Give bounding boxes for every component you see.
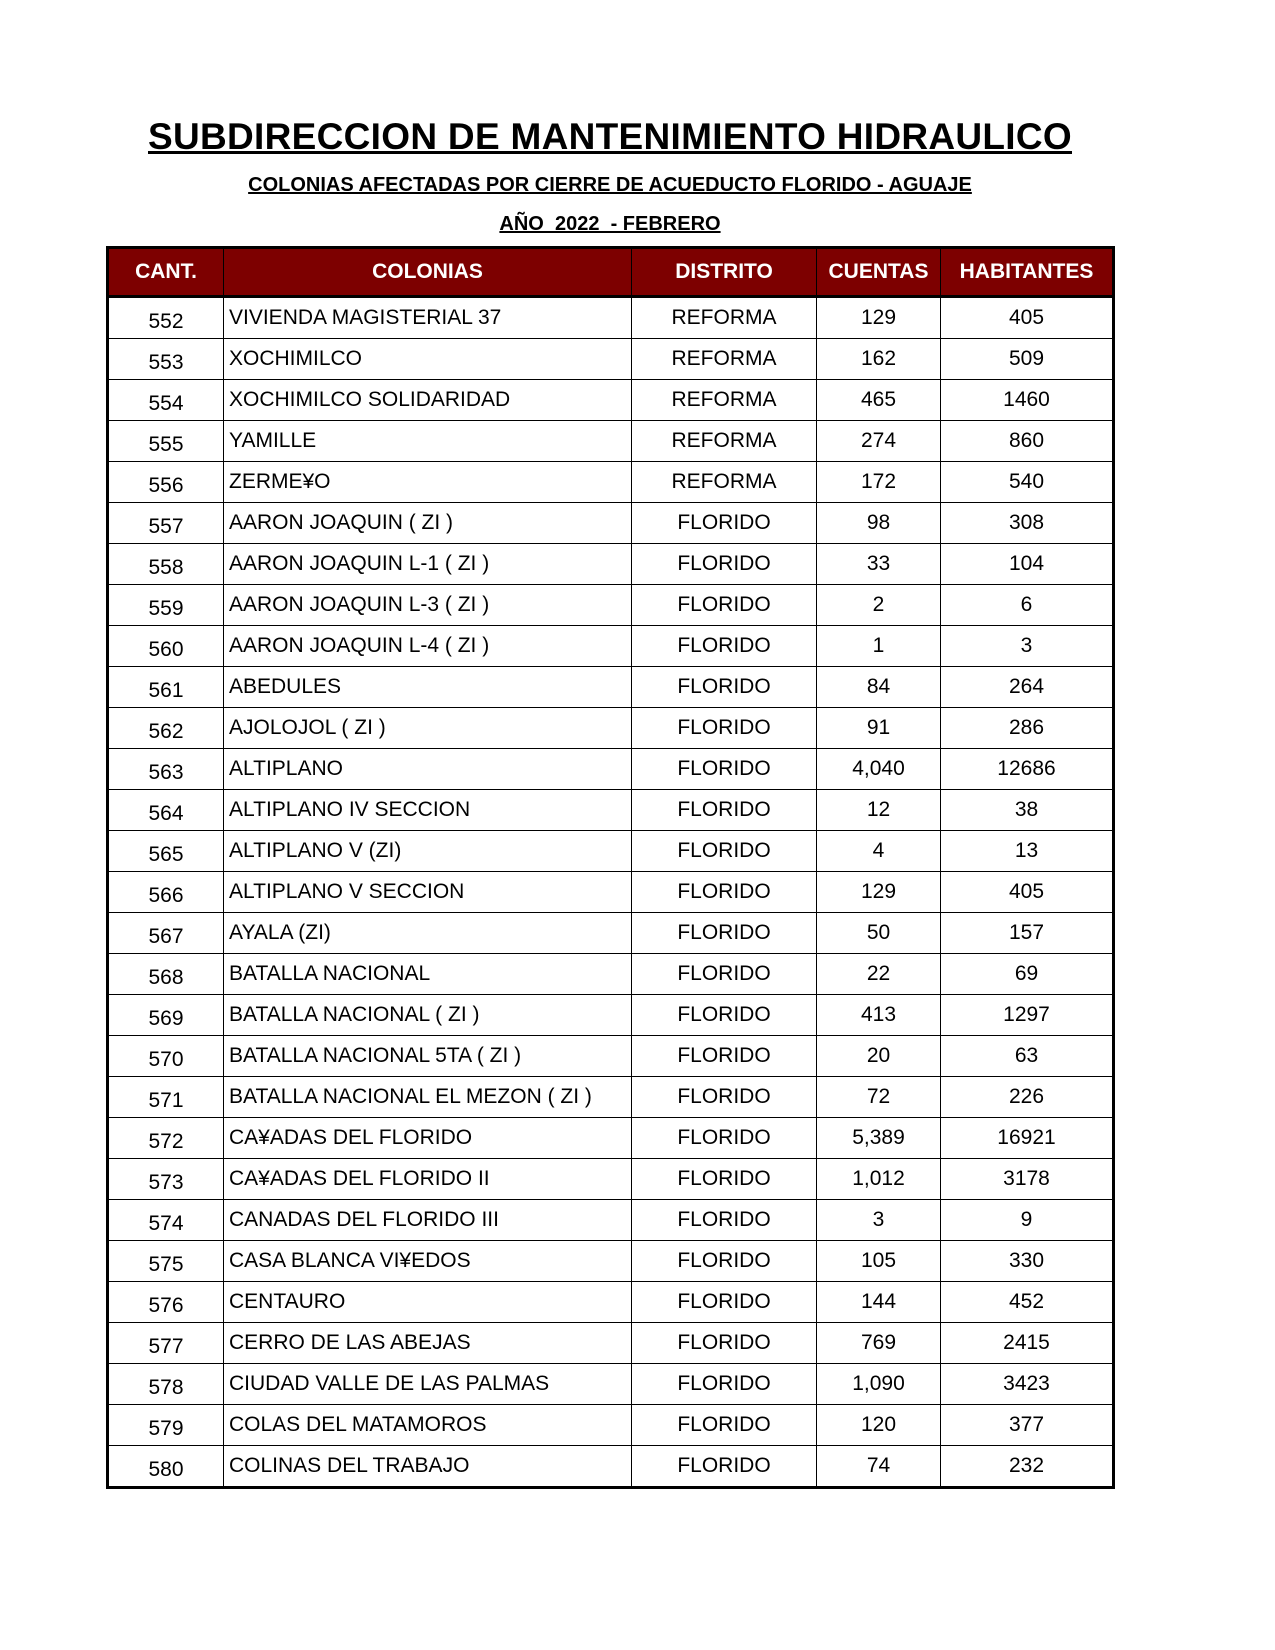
cell-cant: 565: [108, 831, 224, 872]
cell-habitantes: 3: [941, 626, 1114, 667]
cell-cuentas: 98: [817, 503, 941, 544]
cell-distrito: FLORIDO: [632, 1364, 817, 1405]
cell-distrito: FLORIDO: [632, 749, 817, 790]
cell-cant: 554: [108, 380, 224, 421]
header-cuentas: CUENTAS: [817, 248, 941, 297]
cell-habitantes: 226: [941, 1077, 1114, 1118]
cell-cuentas: 91: [817, 708, 941, 749]
cell-cuentas: 162: [817, 339, 941, 380]
cell-colonia: CA¥ADAS DEL FLORIDO II: [224, 1159, 632, 1200]
cell-habitantes: 232: [941, 1446, 1114, 1488]
table-row: [108, 421, 1114, 462]
cell-colonia: ZERME¥O: [224, 462, 632, 503]
table-row: [108, 1077, 1114, 1118]
cell-distrito: FLORIDO: [632, 1323, 817, 1364]
table-row: [108, 1364, 1114, 1405]
cell-habitantes: 12686: [941, 749, 1114, 790]
table-row: [108, 626, 1114, 667]
cell-cuentas: 5,389: [817, 1118, 941, 1159]
cell-distrito: FLORIDO: [632, 995, 817, 1036]
cell-distrito: FLORIDO: [632, 585, 817, 626]
cell-distrito: FLORIDO: [632, 913, 817, 954]
cell-distrito: FLORIDO: [632, 1036, 817, 1077]
cell-cuentas: 172: [817, 462, 941, 503]
cell-colonia: AARON JOAQUIN ( ZI ): [224, 503, 632, 544]
cell-colonia: CA¥ADAS DEL FLORIDO: [224, 1118, 632, 1159]
table-row: [108, 913, 1114, 954]
cell-colonia: ALTIPLANO IV SECCION: [224, 790, 632, 831]
cell-habitantes: 1460: [941, 380, 1114, 421]
cell-cant: 564: [108, 790, 224, 831]
cell-cant: 557: [108, 503, 224, 544]
cell-distrito: FLORIDO: [632, 1446, 817, 1488]
cell-cant: 562: [108, 708, 224, 749]
cell-distrito: FLORIDO: [632, 954, 817, 995]
cell-colonia: AARON JOAQUIN L-1 ( ZI ): [224, 544, 632, 585]
table-row: [108, 1323, 1114, 1364]
cell-habitantes: 264: [941, 667, 1114, 708]
cell-cuentas: 105: [817, 1241, 941, 1282]
cell-cuentas: 12: [817, 790, 941, 831]
page-subtitle: COLONIAS AFECTADAS POR CIERRE DE ACUEDUCTO FLORIDO - AGUAJE: [248, 174, 972, 196]
cell-habitantes: 405: [941, 297, 1114, 339]
cell-cant: 573: [108, 1159, 224, 1200]
page-title: SUBDIRECCION DE MANTENIMIENTO HIDRAULICO: [148, 116, 1072, 157]
cell-distrito: FLORIDO: [632, 708, 817, 749]
table-row: [108, 995, 1114, 1036]
cell-cuentas: 2: [817, 585, 941, 626]
table-row: [108, 1159, 1114, 1200]
cell-cant: 563: [108, 749, 224, 790]
cell-distrito: FLORIDO: [632, 831, 817, 872]
cell-distrito: REFORMA: [632, 297, 817, 339]
cell-habitantes: 377: [941, 1405, 1114, 1446]
cell-colonia: CERRO DE LAS ABEJAS: [224, 1323, 632, 1364]
cell-cuentas: 1,012: [817, 1159, 941, 1200]
table-row: [108, 462, 1114, 503]
cell-cant: 556: [108, 462, 224, 503]
cell-colonia: AARON JOAQUIN L-3 ( ZI ): [224, 585, 632, 626]
table-row: [108, 1200, 1114, 1241]
table-row: [108, 339, 1114, 380]
cell-cant: 577: [108, 1323, 224, 1364]
cell-cant: 558: [108, 544, 224, 585]
cell-colonia: YAMILLE: [224, 421, 632, 462]
table-row: [108, 1036, 1114, 1077]
cell-cuentas: 1: [817, 626, 941, 667]
cell-colonia: COLINAS DEL TRABAJO: [224, 1446, 632, 1488]
cell-distrito: FLORIDO: [632, 790, 817, 831]
cell-colonia: BATALLA NACIONAL 5TA ( ZI ): [224, 1036, 632, 1077]
table-body: [108, 297, 1114, 1488]
cell-colonia: ALTIPLANO V SECCION: [224, 872, 632, 913]
cell-distrito: FLORIDO: [632, 1077, 817, 1118]
cell-colonia: ALTIPLANO: [224, 749, 632, 790]
table-row: [108, 790, 1114, 831]
cell-colonia: XOCHIMILCO SOLIDARIDAD: [224, 380, 632, 421]
cell-habitantes: 509: [941, 339, 1114, 380]
cell-cuentas: 22: [817, 954, 941, 995]
header-habitantes: HABITANTES: [941, 248, 1114, 297]
cell-cuentas: 74: [817, 1446, 941, 1488]
cell-cuentas: 33: [817, 544, 941, 585]
table-row: [108, 708, 1114, 749]
cell-distrito: FLORIDO: [632, 1405, 817, 1446]
cell-cuentas: 84: [817, 667, 941, 708]
cell-colonia: VIVIENDA MAGISTERIAL 37: [224, 297, 632, 339]
cell-cuentas: 72: [817, 1077, 941, 1118]
table-row: [108, 585, 1114, 626]
cell-colonia: ABEDULES: [224, 667, 632, 708]
cell-distrito: FLORIDO: [632, 667, 817, 708]
cell-colonia: COLAS DEL MATAMOROS: [224, 1405, 632, 1446]
cell-cuentas: 4,040: [817, 749, 941, 790]
cell-cant: 561: [108, 667, 224, 708]
table-row: [108, 1405, 1114, 1446]
cell-distrito: FLORIDO: [632, 1159, 817, 1200]
table-row: [108, 872, 1114, 913]
cell-cuentas: 129: [817, 297, 941, 339]
cell-cant: 579: [108, 1405, 224, 1446]
cell-distrito: REFORMA: [632, 339, 817, 380]
cell-colonia: BATALLA NACIONAL: [224, 954, 632, 995]
cell-cant: 574: [108, 1200, 224, 1241]
table-row: [108, 749, 1114, 790]
cell-distrito: REFORMA: [632, 462, 817, 503]
cell-cuentas: 144: [817, 1282, 941, 1323]
cell-cant: 570: [108, 1036, 224, 1077]
cell-habitantes: 9: [941, 1200, 1114, 1241]
cell-cant: 555: [108, 421, 224, 462]
header-cant: CANT.: [108, 248, 224, 297]
cell-cuentas: 274: [817, 421, 941, 462]
cell-colonia: BATALLA NACIONAL EL MEZON ( ZI ): [224, 1077, 632, 1118]
cell-cant: 571: [108, 1077, 224, 1118]
cell-cuentas: 50: [817, 913, 941, 954]
cell-habitantes: 2415: [941, 1323, 1114, 1364]
cell-habitantes: 38: [941, 790, 1114, 831]
cell-cuentas: 465: [817, 380, 941, 421]
cell-cant: 567: [108, 913, 224, 954]
cell-cuentas: 4: [817, 831, 941, 872]
cell-distrito: FLORIDO: [632, 1241, 817, 1282]
table-row: [108, 831, 1114, 872]
cell-cuentas: 120: [817, 1405, 941, 1446]
cell-cant: 569: [108, 995, 224, 1036]
cell-distrito: FLORIDO: [632, 626, 817, 667]
table-header-row: [108, 248, 1114, 297]
cell-colonia: AYALA (ZI): [224, 913, 632, 954]
header-colonias: COLONIAS: [224, 248, 632, 297]
cell-habitantes: 286: [941, 708, 1114, 749]
cell-habitantes: 69: [941, 954, 1114, 995]
cell-cant: 580: [108, 1446, 224, 1488]
cell-cuentas: 3: [817, 1200, 941, 1241]
table-row: [108, 503, 1114, 544]
cell-habitantes: 16921: [941, 1118, 1114, 1159]
cell-cuentas: 769: [817, 1323, 941, 1364]
cell-colonia: XOCHIMILCO: [224, 339, 632, 380]
cell-habitantes: 157: [941, 913, 1114, 954]
cell-colonia: AJOLOJOL ( ZI ): [224, 708, 632, 749]
cell-habitantes: 63: [941, 1036, 1114, 1077]
cell-habitantes: 452: [941, 1282, 1114, 1323]
cell-distrito: FLORIDO: [632, 1200, 817, 1241]
cell-habitantes: 13: [941, 831, 1114, 872]
cell-distrito: FLORIDO: [632, 872, 817, 913]
cell-habitantes: 1297: [941, 995, 1114, 1036]
cell-cant: 553: [108, 339, 224, 380]
cell-cant: 572: [108, 1118, 224, 1159]
cell-cuentas: 129: [817, 872, 941, 913]
table-row: [108, 667, 1114, 708]
cell-habitantes: 330: [941, 1241, 1114, 1282]
cell-cant: 559: [108, 585, 224, 626]
cell-habitantes: 3423: [941, 1364, 1114, 1405]
cell-distrito: REFORMA: [632, 380, 817, 421]
header-distrito: DISTRITO: [632, 248, 817, 297]
cell-cuentas: 1,090: [817, 1364, 941, 1405]
cell-cant: 552: [108, 297, 224, 339]
cell-cant: 566: [108, 872, 224, 913]
table-row: [108, 954, 1114, 995]
cell-distrito: FLORIDO: [632, 544, 817, 585]
table-row: [108, 1282, 1114, 1323]
cell-distrito: FLORIDO: [632, 1282, 817, 1323]
table-row: [108, 297, 1114, 339]
cell-cant: 575: [108, 1241, 224, 1282]
cell-habitantes: 405: [941, 872, 1114, 913]
cell-habitantes: 308: [941, 503, 1114, 544]
cell-habitantes: 6: [941, 585, 1114, 626]
table-row: [108, 1118, 1114, 1159]
table-row: [108, 380, 1114, 421]
cell-distrito: REFORMA: [632, 421, 817, 462]
cell-colonia: CIUDAD VALLE DE LAS PALMAS: [224, 1364, 632, 1405]
cell-colonia: CASA BLANCA VI¥EDOS: [224, 1241, 632, 1282]
cell-colonia: AARON JOAQUIN L-4 ( ZI ): [224, 626, 632, 667]
cell-habitantes: 860: [941, 421, 1114, 462]
cell-colonia: CENTAURO: [224, 1282, 632, 1323]
cell-cant: 578: [108, 1364, 224, 1405]
report-period: AÑO 2022 - FEBRERO: [499, 213, 721, 235]
cell-colonia: CANADAS DEL FLORIDO III: [224, 1200, 632, 1241]
table-row: [108, 1241, 1114, 1282]
cell-cuentas: 413: [817, 995, 941, 1036]
table-row: [108, 1446, 1114, 1488]
cell-cuentas: 20: [817, 1036, 941, 1077]
cell-cant: 560: [108, 626, 224, 667]
table-row: [108, 544, 1114, 585]
cell-cant: 568: [108, 954, 224, 995]
cell-colonia: BATALLA NACIONAL ( ZI ): [224, 995, 632, 1036]
cell-habitantes: 3178: [941, 1159, 1114, 1200]
cell-distrito: FLORIDO: [632, 503, 817, 544]
cell-habitantes: 104: [941, 544, 1114, 585]
cell-colonia: ALTIPLANO V (ZI): [224, 831, 632, 872]
cell-habitantes: 540: [941, 462, 1114, 503]
colonias-table: [106, 246, 1115, 1489]
cell-distrito: FLORIDO: [632, 1118, 817, 1159]
cell-cant: 576: [108, 1282, 224, 1323]
